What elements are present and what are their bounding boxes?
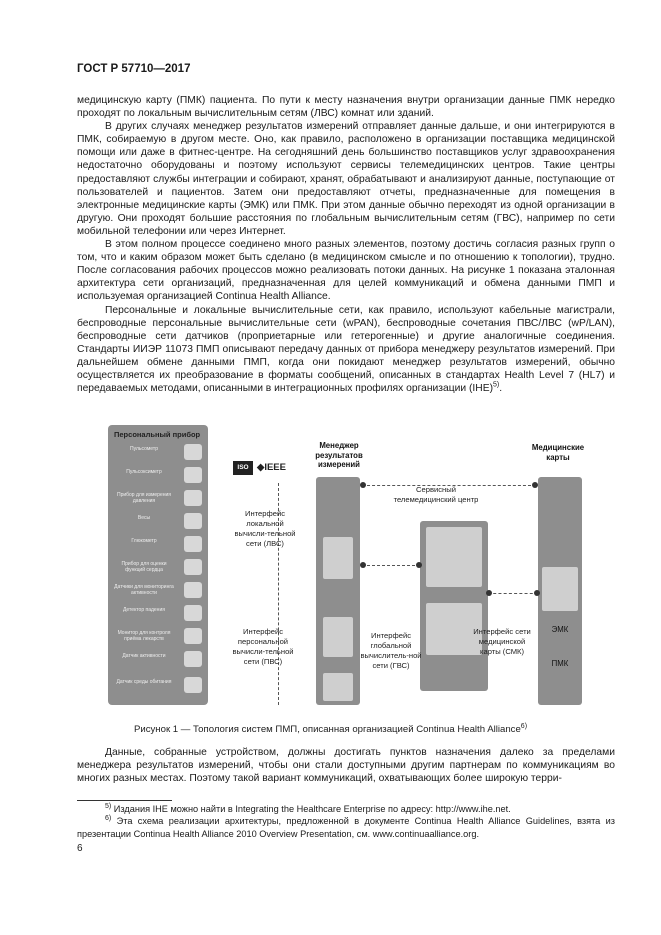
device-item: Монитор для контроля приёма лекарств bbox=[112, 626, 204, 648]
device-image bbox=[184, 490, 202, 506]
records-column bbox=[538, 477, 582, 705]
connection-dot bbox=[486, 590, 492, 596]
device-item: Глюкометр bbox=[112, 534, 204, 556]
device-panel-title: Персональный прибор bbox=[114, 430, 201, 439]
device-image bbox=[184, 651, 202, 667]
paragraph-3: В этом полном процессе соединено много разных элементов, поэтому достичь согласия разных групп о том, что и каким образом может быть сделано (в медицинском смысле и по отношению к топологии), трудно. После согласования рабочих процессов можно реализовать потоки данных. На рисунке 1 показана эталонная архитектура сети организаций, предназначенная для целей коммуникаций и обмена данными ПМП и используемая организацией Continua Health Alliance. bbox=[77, 239, 615, 303]
device-image bbox=[184, 513, 202, 529]
device-item: Датчики для мониторинга активности bbox=[112, 580, 204, 602]
device-image bbox=[184, 677, 202, 693]
footnote-5: $^{5)}$ Издания IHE можно найти в Integrating the Healthcare Enterprise по адресу: http://www.ihe.net. bbox=[105, 802, 511, 814]
wan-connection-line bbox=[362, 565, 420, 566]
device-item: Датчик среды обитания bbox=[112, 675, 204, 697]
device-image bbox=[184, 605, 202, 621]
paragraph-4-text: Персональные и локальные вычислительные сети, как правило, используют кабельные магистрали, беспроводные персональные вычислительные сети (wPAN), беспроводные сочетания ПВС/ЛВС (wP/LAN), беспроводные сети датчиков (проприетарные или гетерогенные) и другие аналогичные соединения. Стандарты ИИЭР 11073 ПМП описывают передачу данных от прибора менеджеру результатов измерений. При дальнейшем обмене данными ПМП, когда они покидают менеджер результатов измерений, обычно осуществляется их преобразование в форматы сообщений, описанных в стандартах Health Level 7 (HL7) и передаваемых методами, описанными в интеграционных профилях организации (IHE) bbox=[77, 304, 615, 395]
connection-dot bbox=[416, 562, 422, 568]
device-item: Пульсометр bbox=[112, 442, 204, 464]
lan-interface-label: Интерфейс локальной вычисли-тельной сети (ЛВС) bbox=[234, 509, 296, 548]
pmk-label: ПМК bbox=[551, 659, 569, 668]
tablet-image bbox=[323, 673, 353, 701]
device-image bbox=[184, 582, 202, 598]
manager-label: Менеджер результатов измерений bbox=[315, 441, 363, 469]
connection-dot bbox=[534, 590, 540, 596]
connection-dot bbox=[532, 482, 538, 488]
document-header: ГОСТ Р 57710—2017 bbox=[77, 63, 191, 75]
device-item: Пульсоксиметр bbox=[112, 465, 204, 487]
device-item: Детектор падения bbox=[112, 603, 204, 625]
hrn-connection-line bbox=[488, 593, 538, 594]
paragraph-4 bbox=[77, 304, 615, 396]
device-item: Прибор для измерения давления bbox=[112, 488, 204, 510]
pda-image bbox=[323, 617, 353, 657]
wan-interface-label: Интерфейс глобальной вычислитель-ной сети (ГВС) bbox=[360, 631, 422, 670]
connection-dot bbox=[360, 482, 366, 488]
paragraph-1: медицинскую карту (ПМК) пациента. По пути к месту назначения внутри организации данные ПМК нередко проходят по локальным вычислительным сетям (ЛВС) комнат или зданий. bbox=[77, 95, 615, 120]
personal-device-panel bbox=[108, 425, 208, 705]
device-image bbox=[184, 444, 202, 460]
device-item: Прибор для оценки функций сердца bbox=[112, 557, 204, 579]
device-image bbox=[184, 536, 202, 552]
device-image bbox=[184, 559, 202, 575]
hrn-interface-label: Интерфейс сети медицинской карты (СМК) bbox=[473, 627, 531, 656]
manager-column bbox=[316, 477, 360, 705]
device-image bbox=[184, 467, 202, 483]
footnote-ref-5[interactable]: 5) bbox=[493, 381, 500, 389]
footnote-ref-6[interactable]: 6) bbox=[520, 722, 528, 730]
device-item: Датчик активности bbox=[112, 649, 204, 671]
ieee-logo: ◆IEEE bbox=[257, 462, 286, 473]
paragraph-after-figure: Данные, собранные устройством, должны достигать пунктов назначения далеко за пределами менеджера результатов измерений, чтобы они стали доступными другим партнерам по коммуникациям во многих разных местах. Поэтому такой вариант коммуникаций, охватывающих более широкую терри- bbox=[77, 747, 615, 785]
body-text-bottom bbox=[77, 746, 615, 785]
page-number: 6 bbox=[77, 843, 83, 854]
phone-image bbox=[323, 537, 353, 579]
footnotes bbox=[77, 803, 615, 840]
body-text-top bbox=[77, 94, 615, 395]
emk-label: ЭМК bbox=[551, 625, 569, 634]
device-image bbox=[184, 628, 202, 644]
medical-records-label: Медицинские карты bbox=[531, 443, 585, 462]
service-center-label: Сервисный телемедицинский центр bbox=[393, 485, 479, 504]
pan-interface-label: Интерфейс персональной вычисли-тельной сети (ПВС) bbox=[232, 627, 294, 666]
records-building-image bbox=[542, 567, 578, 611]
footnote-6: $^{6)}$ Эта схема реализации архитектуры, предложенной в документе Continua Health Alliance Guidelines, взята из презентации Continua Health Alliance 2010 Overview Presentation, см. www.continuaalliance.org. bbox=[77, 815, 615, 839]
topology-figure bbox=[108, 425, 588, 710]
iso-logo: ISO bbox=[233, 461, 253, 475]
connection-dot bbox=[360, 562, 366, 568]
paragraph-2: В других случаях менеджер результатов измерений отправляет данные дальше, и они интегрируются в ПМК, собираемую в другом месте. Оно, как правило, расположено в организации поставщика медицинской помощи или даже в фитнес-центре. На сегодняшний день большинство поставщиков услуг здравоохранения недостаточно оборудованы и поэтому используют сервисы телемедицинских центров. Такие центры предоставляют службы интеграции и собирают, хранят, обрабатывают и анализируют данные, поступающие от пользователей и пациентов. Затем они предоставляют отчеты, предназначенные для помещения в электронные медицинские карты (ЭМК) или ПМК. При этом данные обычно переходят из одной организации в другую. Они проходят большие расстояния по глобальным вычислительным сетям (ГВС), например по сети мобильной телефонии или через Интернет. bbox=[77, 121, 615, 237]
figure-caption: Рисунок 1 — Топология систем ПМП, описанная организацией Continua Health Alliance$^{6)}$ bbox=[133, 722, 528, 735]
footnote-divider bbox=[77, 800, 172, 801]
service-center-column bbox=[420, 521, 488, 691]
paragraph-4-end: . bbox=[499, 383, 503, 395]
operator-image bbox=[426, 527, 482, 587]
device-item: Весы bbox=[112, 511, 204, 533]
